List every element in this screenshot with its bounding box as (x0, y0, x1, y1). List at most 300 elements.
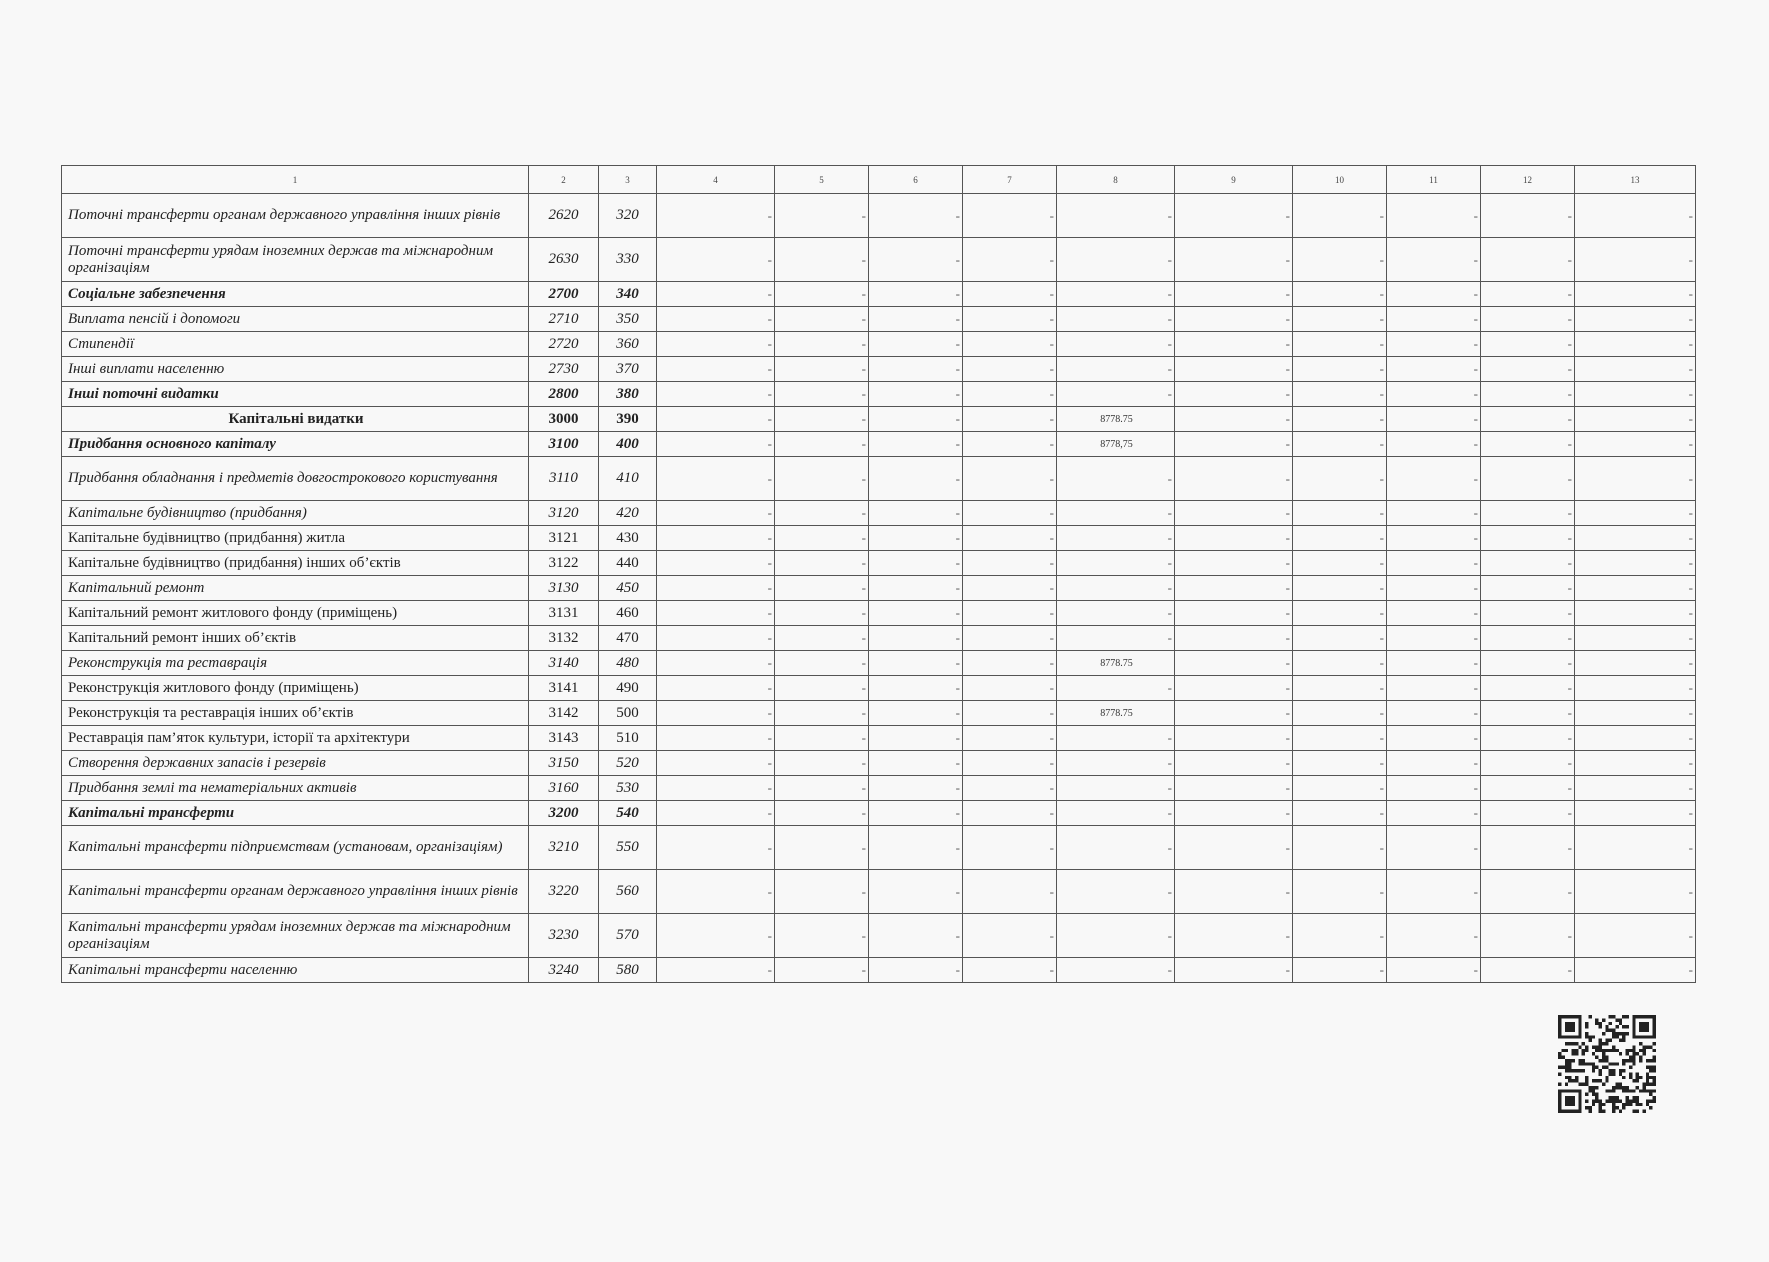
value-cell: - (1481, 526, 1575, 551)
value-cell: - (1575, 307, 1696, 332)
expense-code: 2800 (529, 382, 599, 407)
value-cell: - (1175, 676, 1293, 701)
value-cell: 8778,75 (1057, 432, 1175, 457)
value-cell: - (1575, 238, 1696, 282)
row-code: 340 (599, 282, 657, 307)
row-name: Капітальні трансферти урядам іноземних держав та міжнародним організаціям (62, 914, 529, 958)
value-cell: - (1293, 501, 1387, 526)
value-cell: - (1293, 307, 1387, 332)
row-code: 580 (599, 958, 657, 983)
value-cell: - (1175, 307, 1293, 332)
value-cell: - (1387, 626, 1481, 651)
value-cell: - (1387, 676, 1481, 701)
value-cell: - (963, 701, 1057, 726)
value-cell: - (775, 651, 869, 676)
value-cell: - (657, 357, 775, 382)
value-cell: - (963, 958, 1057, 983)
value-cell: - (1175, 194, 1293, 238)
value-cell: - (775, 332, 869, 357)
value-cell: - (1387, 194, 1481, 238)
value-cell: - (1057, 307, 1175, 332)
value-cell: - (775, 826, 869, 870)
table-row (62, 870, 1696, 914)
value-cell: - (1387, 914, 1481, 958)
value-cell: - (1175, 526, 1293, 551)
row-code: 530 (599, 776, 657, 801)
table-row (62, 194, 1696, 238)
row-code: 490 (599, 676, 657, 701)
value-cell: - (1057, 826, 1175, 870)
row-code: 470 (599, 626, 657, 651)
value-cell: - (1481, 551, 1575, 576)
value-cell: - (1293, 701, 1387, 726)
row-name: Капітальні трансферти підприємствам (установам, організаціям) (62, 826, 529, 870)
value-cell: - (1481, 870, 1575, 914)
value-cell: - (869, 526, 963, 551)
table-row (62, 501, 1696, 526)
value-cell: - (657, 676, 775, 701)
expense-code: 3122 (529, 551, 599, 576)
table-row (62, 801, 1696, 826)
value-cell: - (1293, 194, 1387, 238)
value-cell: - (1387, 307, 1481, 332)
value-cell: - (1293, 407, 1387, 432)
value-cell: - (869, 332, 963, 357)
value-cell: - (1481, 307, 1575, 332)
value-cell: - (869, 676, 963, 701)
value-cell: - (1481, 701, 1575, 726)
value-cell: - (1481, 751, 1575, 776)
value-cell: - (1057, 194, 1175, 238)
row-code: 380 (599, 382, 657, 407)
value-cell: - (869, 601, 963, 626)
value-cell: - (1293, 751, 1387, 776)
value-cell: - (963, 332, 1057, 357)
row-code: 410 (599, 457, 657, 501)
value-cell: - (1481, 457, 1575, 501)
value-cell: - (657, 751, 775, 776)
value-cell: - (657, 958, 775, 983)
value-cell: - (1575, 676, 1696, 701)
row-name: Реконструкція та реставрація (62, 651, 529, 676)
value-cell: - (1293, 432, 1387, 457)
column-header-8: 8 (1057, 166, 1175, 194)
expense-code: 3132 (529, 626, 599, 651)
value-cell: 8778.75 (1057, 651, 1175, 676)
value-cell: - (1057, 601, 1175, 626)
value-cell: - (1387, 576, 1481, 601)
value-cell: - (1387, 282, 1481, 307)
value-cell: - (775, 526, 869, 551)
value-cell: - (869, 576, 963, 601)
value-cell: - (1387, 551, 1481, 576)
row-code: 520 (599, 751, 657, 776)
value-cell: - (1057, 776, 1175, 801)
value-cell: - (1175, 238, 1293, 282)
row-name: Соціальне забезпечення (62, 282, 529, 307)
value-cell: - (869, 651, 963, 676)
value-cell: - (963, 194, 1057, 238)
column-header-1: 1 (62, 166, 529, 194)
expense-code: 3160 (529, 776, 599, 801)
value-cell: - (869, 501, 963, 526)
value-cell: - (1387, 801, 1481, 826)
value-cell: - (869, 958, 963, 983)
value-cell: - (657, 238, 775, 282)
value-cell: - (775, 676, 869, 701)
value-cell: - (869, 870, 963, 914)
value-cell: - (1057, 870, 1175, 914)
qr-code-icon (1558, 1015, 1656, 1113)
column-header-11: 11 (1387, 166, 1481, 194)
row-name: Поточні трансферти органам державного управління інших рівнів (62, 194, 529, 238)
value-cell: - (1057, 751, 1175, 776)
value-cell: - (1575, 526, 1696, 551)
row-name: Капітальні видатки (62, 407, 529, 432)
value-cell: - (1057, 382, 1175, 407)
column-header-10: 10 (1293, 166, 1387, 194)
value-cell: - (1175, 726, 1293, 751)
value-cell: - (1387, 958, 1481, 983)
value-cell: - (775, 601, 869, 626)
value-cell: - (1481, 626, 1575, 651)
value-cell: - (963, 457, 1057, 501)
value-cell: - (1057, 626, 1175, 651)
value-cell: - (1293, 357, 1387, 382)
expense-code: 2620 (529, 194, 599, 238)
row-name: Капітальне будівництво (придбання) житла (62, 526, 529, 551)
row-name: Капітальне будівництво (придбання) інших об’єктів (62, 551, 529, 576)
value-cell: - (1387, 357, 1481, 382)
value-cell: - (1575, 751, 1696, 776)
value-cell: - (1387, 601, 1481, 626)
value-cell: - (1175, 914, 1293, 958)
value-cell: - (1057, 801, 1175, 826)
expense-code: 3120 (529, 501, 599, 526)
value-cell: - (869, 726, 963, 751)
value-cell: - (1481, 801, 1575, 826)
row-name: Капітальні трансферти органам державного управління інших рівнів (62, 870, 529, 914)
column-header-9: 9 (1175, 166, 1293, 194)
row-name: Придбання основного капіталу (62, 432, 529, 457)
row-code: 510 (599, 726, 657, 751)
value-cell: - (1057, 958, 1175, 983)
value-cell: - (775, 701, 869, 726)
row-name: Інші поточні видатки (62, 382, 529, 407)
table-row (62, 282, 1696, 307)
value-cell: - (1575, 194, 1696, 238)
table-row (62, 332, 1696, 357)
value-cell: - (963, 307, 1057, 332)
value-cell: - (1057, 726, 1175, 751)
value-cell: - (1575, 958, 1696, 983)
value-cell: - (775, 801, 869, 826)
value-cell: - (1293, 651, 1387, 676)
value-cell: - (1057, 551, 1175, 576)
table-row (62, 958, 1696, 983)
expense-code: 3143 (529, 726, 599, 751)
column-header-3: 3 (599, 166, 657, 194)
table-row (62, 701, 1696, 726)
value-cell: - (1175, 501, 1293, 526)
value-cell: - (775, 870, 869, 914)
table-row (62, 526, 1696, 551)
expense-code: 3210 (529, 826, 599, 870)
value-cell: - (1293, 776, 1387, 801)
value-cell: - (775, 501, 869, 526)
column-header-2: 2 (529, 166, 599, 194)
value-cell: - (1175, 958, 1293, 983)
value-cell: - (1293, 332, 1387, 357)
value-cell: - (1175, 332, 1293, 357)
row-name: Капітальні трансферти населенню (62, 958, 529, 983)
table-row (62, 726, 1696, 751)
value-cell: - (1293, 914, 1387, 958)
value-cell: - (963, 751, 1057, 776)
value-cell: - (1387, 238, 1481, 282)
value-cell: - (1175, 601, 1293, 626)
value-cell: - (775, 194, 869, 238)
column-header-13: 13 (1575, 166, 1696, 194)
value-cell: - (1481, 651, 1575, 676)
value-cell: - (1481, 194, 1575, 238)
row-code: 350 (599, 307, 657, 332)
value-cell: - (869, 751, 963, 776)
row-name: Капітальний ремонт (62, 576, 529, 601)
value-cell: - (657, 601, 775, 626)
value-cell: - (1057, 914, 1175, 958)
expense-code: 2700 (529, 282, 599, 307)
value-cell: - (1575, 601, 1696, 626)
row-name: Поточні трансферти урядам іноземних держав та міжнародним організаціям (62, 238, 529, 282)
row-name: Інші виплати населенню (62, 357, 529, 382)
row-code: 420 (599, 501, 657, 526)
value-cell: - (1481, 238, 1575, 282)
value-cell: - (869, 307, 963, 332)
value-cell: - (1481, 726, 1575, 751)
column-header-7: 7 (963, 166, 1057, 194)
row-name: Придбання землі та нематеріальних активів (62, 776, 529, 801)
value-cell: - (1481, 958, 1575, 983)
expense-code: 3220 (529, 870, 599, 914)
value-cell: - (657, 826, 775, 870)
value-cell: - (869, 826, 963, 870)
value-cell: - (1387, 826, 1481, 870)
value-cell: - (869, 457, 963, 501)
value-cell: - (1575, 726, 1696, 751)
row-code: 400 (599, 432, 657, 457)
value-cell: - (963, 576, 1057, 601)
value-cell: - (1175, 776, 1293, 801)
value-cell: - (1575, 701, 1696, 726)
value-cell: - (1481, 826, 1575, 870)
value-cell: - (1175, 626, 1293, 651)
row-name: Капітальний ремонт інших об’єктів (62, 626, 529, 651)
value-cell: - (1575, 382, 1696, 407)
row-code: 540 (599, 801, 657, 826)
value-cell: - (1387, 407, 1481, 432)
value-cell: - (869, 194, 963, 238)
value-cell: - (1575, 357, 1696, 382)
value-cell: - (775, 776, 869, 801)
value-cell: - (1387, 751, 1481, 776)
value-cell: - (963, 801, 1057, 826)
value-cell: - (1057, 282, 1175, 307)
value-cell: - (1175, 701, 1293, 726)
table-row (62, 551, 1696, 576)
column-header-12: 12 (1481, 166, 1575, 194)
value-cell: - (775, 914, 869, 958)
value-cell: - (1057, 332, 1175, 357)
value-cell: - (775, 958, 869, 983)
table-row (62, 357, 1696, 382)
value-cell: - (657, 457, 775, 501)
value-cell: - (1293, 576, 1387, 601)
value-cell: - (657, 576, 775, 601)
value-cell: 8778.75 (1057, 407, 1175, 432)
value-cell: - (1175, 407, 1293, 432)
value-cell: - (1575, 501, 1696, 526)
value-cell: - (657, 432, 775, 457)
expense-code: 3110 (529, 457, 599, 501)
value-cell: - (775, 726, 869, 751)
row-code: 550 (599, 826, 657, 870)
row-name: Стипендії (62, 332, 529, 357)
table-row (62, 576, 1696, 601)
value-cell: - (1575, 914, 1696, 958)
value-cell: - (775, 238, 869, 282)
value-cell: - (869, 701, 963, 726)
value-cell: - (869, 776, 963, 801)
value-cell: - (1481, 501, 1575, 526)
value-cell: - (1293, 676, 1387, 701)
value-cell: - (657, 701, 775, 726)
value-cell: - (1175, 751, 1293, 776)
table-row (62, 407, 1696, 432)
value-cell: - (869, 551, 963, 576)
value-cell: - (1481, 676, 1575, 701)
expense-code: 3130 (529, 576, 599, 601)
value-cell: - (1293, 526, 1387, 551)
value-cell: - (1293, 282, 1387, 307)
value-cell: - (1387, 726, 1481, 751)
value-cell: - (963, 357, 1057, 382)
row-name: Капітальний ремонт житлового фонду (приміщень) (62, 601, 529, 626)
value-cell: - (657, 282, 775, 307)
value-cell: - (775, 626, 869, 651)
row-code: 460 (599, 601, 657, 626)
value-cell: - (1387, 501, 1481, 526)
value-cell: - (1387, 776, 1481, 801)
value-cell: - (1575, 282, 1696, 307)
value-cell: - (775, 751, 869, 776)
table-row (62, 601, 1696, 626)
value-cell: - (1175, 457, 1293, 501)
value-cell: - (657, 307, 775, 332)
value-cell: - (1293, 382, 1387, 407)
value-cell: - (1175, 826, 1293, 870)
value-cell: - (963, 382, 1057, 407)
value-cell: - (963, 282, 1057, 307)
value-cell: - (1175, 282, 1293, 307)
value-cell: - (869, 282, 963, 307)
value-cell: - (963, 870, 1057, 914)
table-row (62, 776, 1696, 801)
value-cell: - (1293, 626, 1387, 651)
value-cell: - (1575, 551, 1696, 576)
value-cell: - (1575, 651, 1696, 676)
value-cell: - (657, 651, 775, 676)
table-row (62, 914, 1696, 958)
value-cell: - (963, 826, 1057, 870)
column-header-4: 4 (657, 166, 775, 194)
row-name: Реставрація пам’яток культури, історії та архітектури (62, 726, 529, 751)
value-cell: - (1481, 282, 1575, 307)
value-cell: - (657, 382, 775, 407)
value-cell: - (1481, 432, 1575, 457)
expense-code: 3240 (529, 958, 599, 983)
value-cell: 8778.75 (1057, 701, 1175, 726)
value-cell: - (1293, 551, 1387, 576)
value-cell: - (869, 801, 963, 826)
table-row (62, 238, 1696, 282)
value-cell: - (1575, 826, 1696, 870)
value-cell: - (657, 501, 775, 526)
value-cell: - (1575, 776, 1696, 801)
value-cell: - (1575, 870, 1696, 914)
value-cell: - (1387, 701, 1481, 726)
value-cell: - (1175, 801, 1293, 826)
value-cell: - (1175, 551, 1293, 576)
column-header-6: 6 (869, 166, 963, 194)
value-cell: - (1293, 870, 1387, 914)
value-cell: - (1481, 357, 1575, 382)
table-row (62, 651, 1696, 676)
row-code: 440 (599, 551, 657, 576)
column-number-row (62, 166, 1696, 194)
value-cell: - (775, 576, 869, 601)
row-code: 560 (599, 870, 657, 914)
value-cell: - (963, 407, 1057, 432)
row-name: Капітальні трансферти (62, 801, 529, 826)
value-cell: - (1057, 457, 1175, 501)
column-header-5: 5 (775, 166, 869, 194)
value-cell: - (775, 282, 869, 307)
value-cell: - (775, 432, 869, 457)
value-cell: - (1175, 576, 1293, 601)
value-cell: - (657, 801, 775, 826)
value-cell: - (1057, 676, 1175, 701)
value-cell: - (1057, 238, 1175, 282)
value-cell: - (657, 914, 775, 958)
row-code: 500 (599, 701, 657, 726)
value-cell: - (1057, 576, 1175, 601)
expense-code: 2630 (529, 238, 599, 282)
value-cell: - (657, 776, 775, 801)
value-cell: - (1481, 382, 1575, 407)
value-cell: - (775, 457, 869, 501)
value-cell: - (657, 626, 775, 651)
expense-code: 3150 (529, 751, 599, 776)
value-cell: - (963, 526, 1057, 551)
value-cell: - (1575, 332, 1696, 357)
row-name: Капітальне будівництво (придбання) (62, 501, 529, 526)
value-cell: - (657, 526, 775, 551)
table-body (62, 194, 1696, 983)
value-cell: - (775, 551, 869, 576)
value-cell: - (963, 501, 1057, 526)
value-cell: - (869, 407, 963, 432)
